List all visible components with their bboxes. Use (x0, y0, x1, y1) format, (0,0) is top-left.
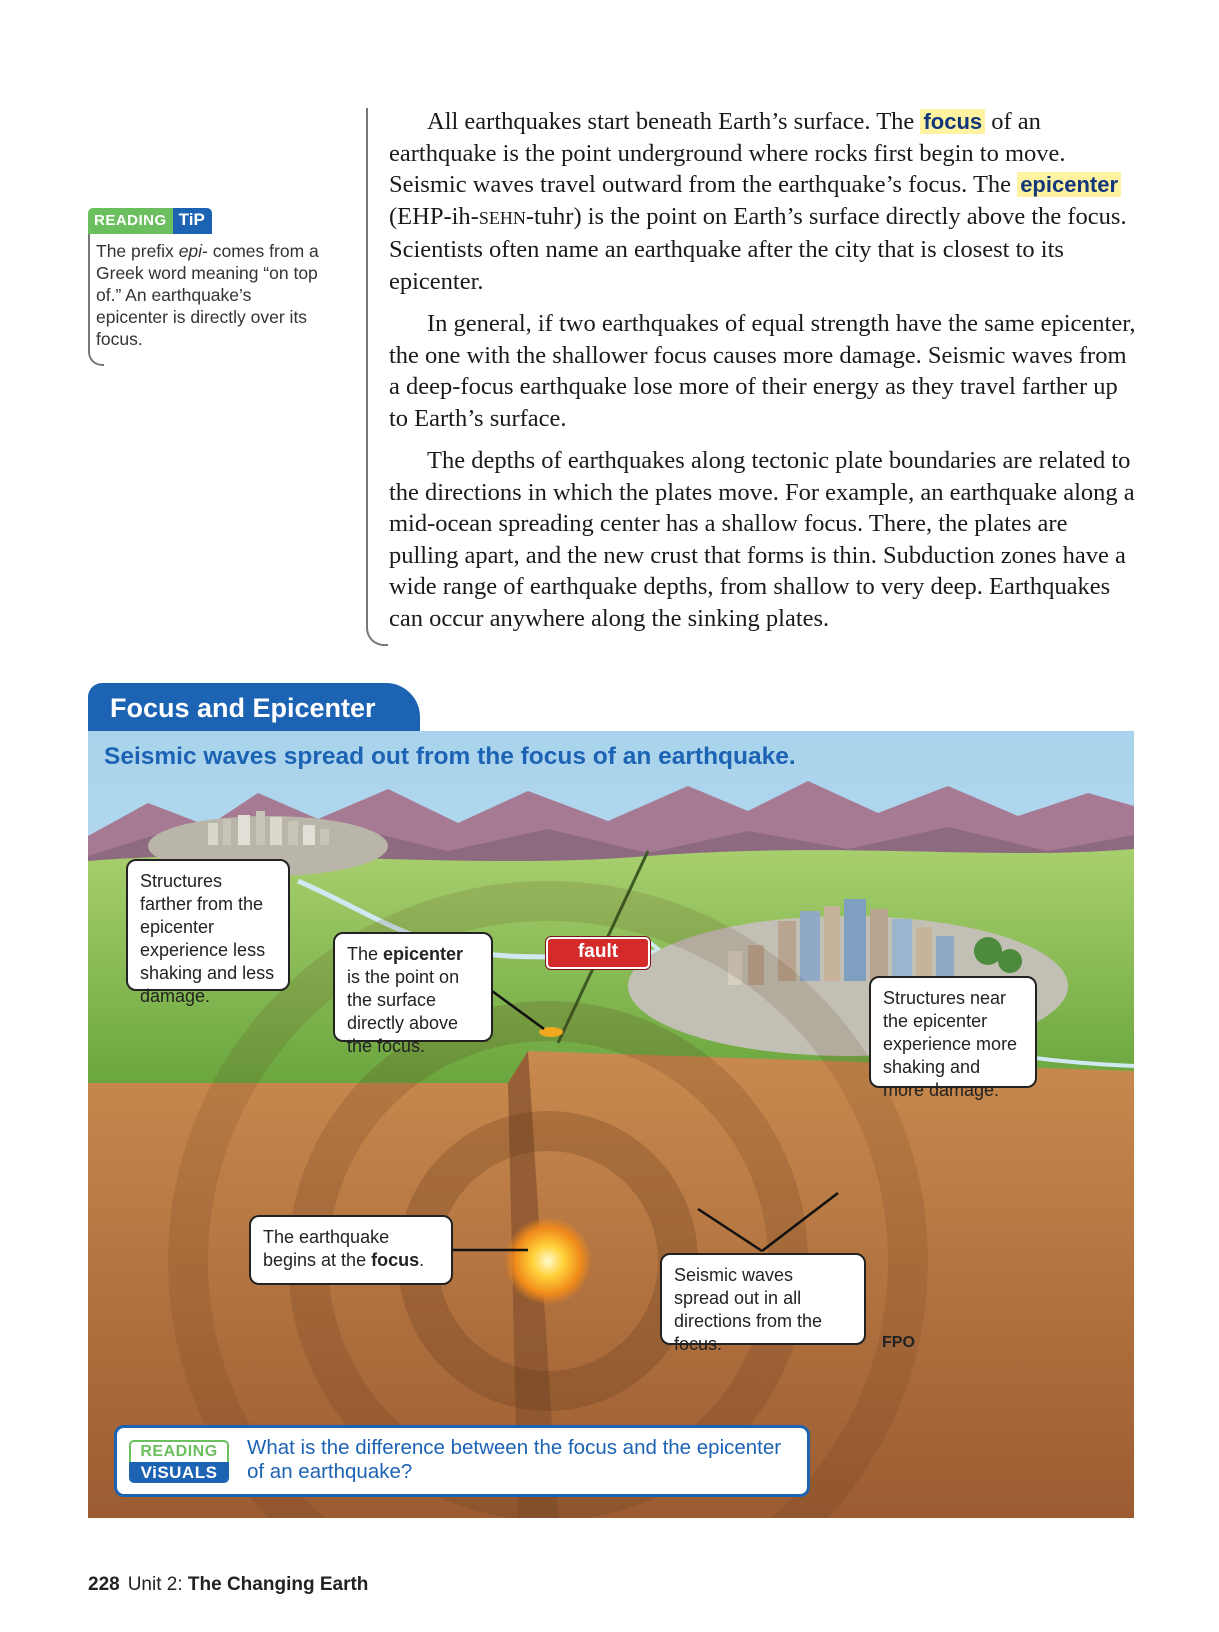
callout-text: is the point on the surface directly above the focus. (347, 967, 460, 1056)
p1-text: All earthquakes start beneath Earth’s surface. The (427, 108, 921, 135)
vocab-term-epicenter: epicenter (1017, 172, 1121, 197)
page-number: 228 (88, 1574, 120, 1595)
earthquake-illustration (88, 731, 1134, 1518)
reading-tip-badge-left: READING (88, 208, 173, 234)
reading-tip-badge-right: TiP (173, 208, 212, 234)
callout-focus (249, 1215, 453, 1285)
p1-text: (EHP-ih- (389, 202, 479, 230)
reading-visuals-badge-line2: ViSUALS (129, 1462, 229, 1483)
callout-seismic-waves: Seismic waves spread out in all directions from the focus. (660, 1253, 866, 1345)
tip-text-part: The prefix (96, 241, 179, 261)
unit-title: The Changing Earth (187, 1574, 369, 1595)
tip-text-prefix: epi (178, 241, 203, 261)
callout-term: focus (371, 1250, 420, 1270)
figure-title-tab: Focus and Epicenter (88, 683, 420, 733)
focus-burst (504, 1217, 592, 1305)
paragraph-2: In general, if two earthquakes of equal strength have the same epicenter, the one with the shallower focus causes more damage. Seismic waves from a deep-focus earthquake lose more of their energy as they travel farther up to Earth’s surface. (389, 310, 1136, 432)
main-body-text (389, 106, 1137, 645)
reading-tip-text (96, 240, 328, 350)
callout-text: The (347, 944, 384, 964)
fault-label: fault (546, 937, 650, 969)
tip-text-part: - comes from a Greek word meaning “on top of.” An earthquake’s epicenter is directly over its focus. (96, 241, 319, 349)
reading-visuals-badge-line1: READING (129, 1440, 229, 1462)
p1-text: -tuhr) is the point on Earth’s surface directly above the focus. Scientists often name an earthquake after the city that is closest to its epicenter. (389, 202, 1127, 295)
fpo-marker: FPO (882, 1334, 915, 1351)
reading-tip (88, 208, 328, 366)
unit-label: Unit 2: (127, 1574, 188, 1595)
reading-tip-badge (88, 208, 212, 234)
paragraph-1 (389, 106, 1137, 297)
callout-text: . (419, 1250, 425, 1270)
body-text-bracket (366, 108, 388, 646)
focus-epicenter-figure (88, 731, 1134, 1518)
callout-text: The earthquake begins at the (263, 1227, 390, 1270)
reading-visuals-box (114, 1425, 810, 1497)
callout-term: epicenter (383, 944, 464, 964)
p1-text: of an earthquake is the point underground where rocks first begin to move. Seismic waves travel outward from the earthquake’s focus. The (389, 108, 1066, 198)
reading-visuals-question: What is the difference between the focus and the epicenter of an earthquake? (247, 1436, 782, 1483)
vocab-term-focus: focus (920, 109, 985, 134)
paragraph-3: The depths of earthquakes along tectonic plate boundaries are related to the directions in which the plates move. For example, an earthquake along a mid-ocean spreading center has a shallow focus. There, the plates are pulling apart, and the new crust that forms is thin. Subduction zones have a wide range of earthquake depths, from shallow to very deep. Earthquakes can occur anywhere along the sinking plates. (389, 447, 1135, 632)
pronunciation-stress: SEHN (478, 207, 526, 228)
page-footer (88, 1574, 368, 1596)
reading-visuals-badge (129, 1440, 229, 1482)
figure-caption: Seismic waves spread out from the focus of an earthquake. (104, 743, 796, 770)
callout-epicenter (333, 932, 493, 1056)
callout-far-structures: Structures farther from the epicenter experience less shaking and less damage. (126, 859, 290, 991)
callout-near-structures: Structures near the epicenter experience more shaking and more damage. (869, 976, 1037, 1088)
